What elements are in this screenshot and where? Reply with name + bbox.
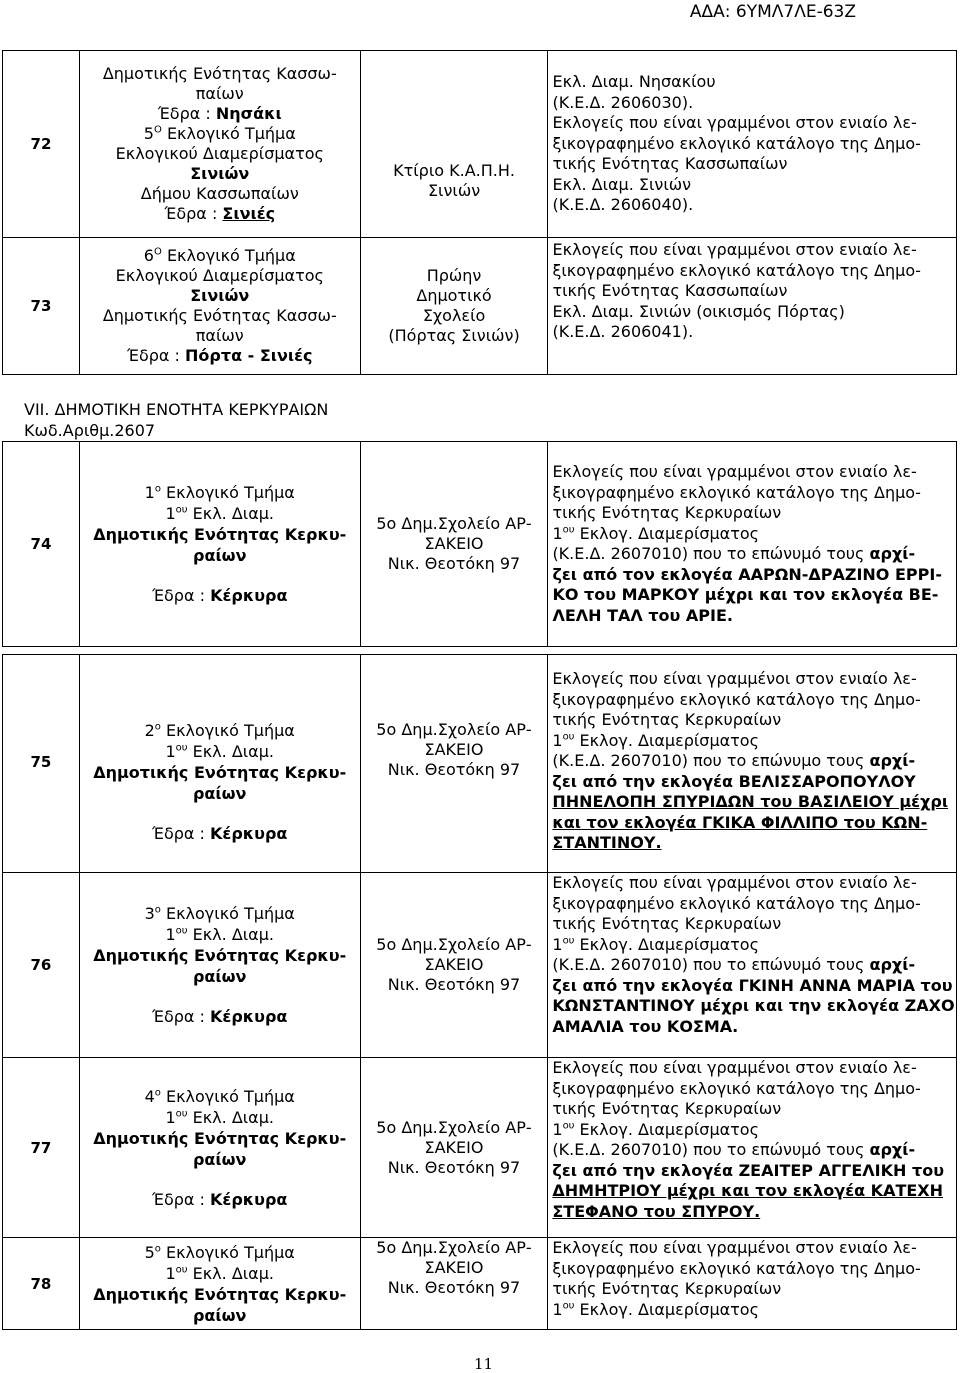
ordinal-sup: ου — [562, 1120, 575, 1132]
ordinal-sup: ου — [562, 524, 575, 536]
section-heading — [80, 482, 360, 503]
table-row — [3, 51, 957, 238]
district-number: 1 — [552, 1119, 563, 1139]
seat-line — [80, 585, 360, 606]
desc-line: Εκλογείς που είναι γραμμένοι στον ενιαίο λε- — [552, 1058, 917, 1077]
row-number: 77 — [3, 1058, 80, 1238]
desc-line — [552, 935, 956, 956]
table-row — [3, 1238, 957, 1330]
location-line: Νικ. Θεοτόκη 97 — [387, 554, 521, 573]
name-line: Εκλογικού Διαμερίσματος — [115, 266, 324, 285]
spacer — [80, 1170, 360, 1189]
row-number: 75 — [3, 655, 80, 873]
location — [360, 655, 548, 873]
code-text: (Κ.Ε.Δ. 2607010) που το επώνυμό τους — [552, 955, 870, 974]
name-line: ραίων — [192, 1305, 247, 1325]
section-heading-block — [24, 399, 328, 441]
name-line: Δημοτικής Ενότητας Κασσω- — [102, 64, 337, 83]
district-label: Εκλ. Διαμ. — [187, 925, 274, 944]
section-description — [79, 1238, 360, 1330]
section-description — [79, 655, 360, 873]
desc-line: ΛΕΛΗ ΤΑΛ του ΑΡΙΕ. — [552, 605, 733, 625]
section-number: 2 — [144, 721, 155, 740]
desc-line: ξικογραφημένο εκλογικό κατάλογο της Δημο- — [552, 1258, 921, 1278]
location-line: ΣΑΚΕΙΟ — [424, 955, 484, 974]
ordinal-sup: ου — [562, 935, 575, 947]
desc-line — [552, 955, 956, 976]
desc-line: (Κ.Ε.Δ. 2606040). — [552, 195, 694, 215]
ordinal-sup: ου — [175, 1108, 188, 1120]
location-line: ΣΑΚΕΙΟ — [424, 1258, 484, 1277]
spacer — [80, 566, 360, 585]
desc-line: τικής Ενότητας Κερκυραίων — [552, 710, 782, 729]
district-number: 1 — [552, 523, 563, 543]
seat-label: Έδρα : — [157, 104, 216, 123]
section-number: 4 — [144, 1086, 155, 1106]
seat-label: Έδρα : — [164, 204, 223, 223]
section-label: Εκλογικό Τμήμα — [160, 1242, 295, 1262]
district-label: Εκλογ. Διαμερίσματος — [574, 1299, 759, 1319]
district-line — [80, 924, 360, 945]
section-heading — [80, 124, 360, 144]
ordinal-sup: Ο — [153, 246, 162, 258]
seat-value: Σινιές — [222, 204, 276, 223]
seat-line — [80, 204, 360, 224]
desc-line: Εκλογείς που είναι γραμμένοι στον ενιαίο λε- — [552, 240, 917, 259]
desc-line: ζει από την εκλογέα ΖΕΑΙΤΕΡ ΑΓΓΕΛΙΚΗ του — [552, 1160, 944, 1180]
ordinal-sup: ου — [175, 742, 188, 754]
name-line: ραίων — [192, 784, 247, 803]
seat-line — [80, 346, 360, 366]
location-line: Κτίριο Κ.Α.Π.Η. — [393, 161, 515, 180]
name-line: ραίων — [193, 546, 247, 565]
desc-line: ξικογραφημένο εκλογικό κατάλογο της Δημο- — [552, 482, 921, 502]
desc-line: Εκλογείς που είναι γραμμένοι στον ενιαίο λε- — [552, 873, 917, 892]
desc-line: τικής Ενότητας Κασσωπαίων — [552, 154, 788, 174]
section-heading — [80, 1086, 360, 1107]
desc-line: Εκλογείς που είναι γραμμένοι στον ενιαίο λε- — [552, 462, 917, 481]
desc-line — [552, 1120, 956, 1141]
name-line: Δημοτικής Ενότητας Κασσω- — [102, 306, 337, 325]
row-number: 73 — [3, 238, 80, 375]
desc-line: Εκλογείς που είναι γραμμένοι στον ενιαίο λε- — [552, 1238, 917, 1257]
row-number: 76 — [3, 873, 80, 1058]
name-line: Σινιών — [190, 286, 250, 305]
ordinal-sup: ου — [175, 504, 188, 516]
desc-line: ζει από τον εκλογέα ΑΑΡΩΝ-ΔΡΑΖΙΝΟ ΕΡΡΙ- — [552, 564, 942, 584]
district-label: Εκλογ. Διαμερίσματος — [574, 730, 759, 750]
name-line: Δημοτικής Ενότητας Κερκυ- — [93, 763, 347, 782]
section-description — [79, 1058, 360, 1238]
section-label: Εκλογικό Τμήμα — [160, 721, 295, 740]
desc-line: ΠΗΝΕΛΟΠΗ ΣΠΥΡΙΔΩΝ του ΒΑΣΙΛΕΙΟΥ μέχρι — [552, 792, 949, 811]
section-number: 1 — [144, 483, 155, 502]
seat-line — [80, 1006, 360, 1027]
desc-line — [552, 1300, 956, 1321]
seat-value: Κέρκυρα — [210, 824, 288, 843]
desc-line: ΚΟ του ΜΑΡΚΟΥ μέχρι και τον εκλογέα ΒΕ- — [552, 585, 939, 604]
desc-line: Εκλογείς που είναι γραμμένοι στον ενιαίο λε- — [552, 113, 917, 133]
section-label: Εκλογικό Τμήμα — [160, 904, 295, 923]
seat-line — [80, 1189, 360, 1210]
code-text: (Κ.Ε.Δ. 2607010) που το επώνυμο τους — [552, 751, 870, 770]
bold-text: αρχί- — [869, 955, 916, 974]
seat-label: Έδρα : — [152, 586, 211, 605]
section-label: Εκλογικό Τμήμα — [160, 483, 295, 502]
desc-line: ξικογραφημένο εκλογικό κατάλογο της Δημο- — [552, 260, 921, 280]
section-number: 6 — [143, 246, 154, 265]
seat-line — [80, 823, 360, 844]
voter-description — [548, 238, 957, 375]
district-line — [80, 1107, 360, 1128]
desc-line: ΣΤΕΦΑΝΟ του ΣΠΥΡΟΥ. — [552, 1201, 761, 1221]
table-row — [3, 655, 957, 873]
section-description — [79, 442, 360, 647]
district-label: Εκλ. Διαμ. — [187, 742, 274, 761]
name-line: Δημοτικής Ενότητας Κερκυ- — [93, 1128, 347, 1148]
desc-line: Εκλογείς που είναι γραμμένοι στον ενιαίο λε- — [552, 669, 917, 688]
location-line: 5ο Δημ.Σχολείο ΑΡ- — [376, 514, 532, 533]
section-description — [79, 873, 360, 1058]
district-label: Εκλογ. Διαμερίσματος — [574, 934, 759, 954]
ordinal-sup: ο — [154, 1087, 161, 1099]
section-description — [79, 51, 360, 238]
district-label: Εκλ. Διαμ. — [187, 1107, 274, 1127]
table-row — [3, 1058, 957, 1238]
district-line — [80, 741, 360, 762]
bold-text: αρχί- — [869, 751, 916, 770]
location-line: 5ο Δημ.Σχολείο ΑΡ- — [376, 720, 532, 739]
seat-line — [80, 104, 360, 124]
district-line — [80, 1263, 360, 1284]
desc-line — [552, 731, 956, 752]
district-label: Εκλ. Διαμ. — [187, 1263, 274, 1283]
seat-value: Νησάκι — [215, 104, 282, 123]
desc-line: Εκλ. Διαμ. Νησακίου — [552, 72, 716, 92]
location-line: ΣΑΚΕΙΟ — [424, 534, 484, 553]
location-line: ΣΑΚΕΙΟ — [424, 740, 484, 759]
location-line: 5ο Δημ.Σχολείο ΑΡ- — [376, 935, 532, 954]
location-line: Νικ. Θεοτόκη 97 — [387, 1278, 521, 1297]
seat-value: Κέρκυρα — [210, 1189, 288, 1209]
district-label: Εκλογ. Διαμερίσματος — [574, 1119, 759, 1139]
location — [360, 873, 548, 1058]
seat-value: Κέρκυρα — [210, 1007, 288, 1026]
location-line: Πρώην — [426, 266, 482, 285]
section-heading — [80, 903, 360, 924]
desc-line: τικής Ενότητας Κασσωπαίων — [552, 281, 788, 300]
desc-line: ΚΩΝΣΤΑΝΤΙΝΟΥ μέχρι και την εκλογέα ΖΑΧΟ — [552, 996, 955, 1015]
district-number: 1 — [165, 742, 176, 761]
section-label: Εκλογικό Τμήμα — [161, 124, 296, 143]
desc-line — [552, 544, 956, 565]
ordinal-sup: ο — [154, 483, 161, 495]
location — [360, 1058, 548, 1238]
desc-line: ξικογραφημένο εκλογικό κατάλογο της Δημο- — [552, 893, 921, 913]
seat-label: Έδρα : — [152, 824, 211, 843]
name-line: παίων — [195, 84, 244, 103]
table-top — [2, 50, 957, 375]
location-line: Σχολείο — [422, 306, 486, 325]
voter-description — [548, 1058, 957, 1238]
location — [360, 51, 548, 238]
name-line: Δημοτικής Ενότητας Κερκυ- — [93, 1284, 347, 1304]
section-label: Εκλογικό Τμήμα — [160, 1086, 295, 1106]
section-code: Κωδ.Αριθμ.2607 — [24, 421, 156, 440]
row-number: 72 — [3, 51, 80, 238]
code-text: (Κ.Ε.Δ. 2607010) που το επώνυμό τους — [552, 544, 870, 563]
name-line: Εκλογικού Διαμερίσματος — [115, 144, 324, 163]
name-line: ραίων — [192, 1149, 247, 1169]
location — [360, 1238, 548, 1330]
ordinal-sup: ου — [175, 1264, 188, 1276]
desc-line: ξικογραφημένο εκλογικό κατάλογο της Δημο- — [552, 1078, 921, 1098]
table-bottom — [2, 654, 957, 1330]
desc-line: ΔΗΜΗΤΡΙΟΥ μέχρι και τον εκλογέα ΚΑΤΕΧΗ — [552, 1181, 944, 1200]
location-line: Δημοτικό — [416, 286, 492, 305]
section-number: 5 — [144, 1242, 155, 1262]
district-number: 1 — [552, 1299, 563, 1319]
desc-line: τικής Ενότητας Κερκυραίων — [552, 503, 782, 522]
desc-line — [552, 524, 956, 545]
location — [360, 238, 548, 375]
district-number: 1 — [165, 504, 176, 523]
section-label: Εκλογικό Τμήμα — [161, 246, 296, 265]
desc-line: ζει από την εκλογέα ΒΕΛΙΣΣΑΡΟΠΟΥΛΟΥ — [552, 771, 916, 791]
desc-line: ξικογραφημένο εκλογικό κατάλογο της Δημο- — [552, 133, 921, 153]
section-description — [79, 238, 360, 375]
name-line: Σινιών — [190, 164, 250, 183]
bold-text: αρχί- — [869, 544, 916, 563]
spacer — [80, 987, 360, 1006]
desc-line: τικής Ενότητας Κερκυραίων — [552, 1279, 782, 1298]
location — [360, 442, 548, 647]
desc-line — [552, 1140, 956, 1161]
seat-label: Έδρα : — [152, 1007, 211, 1026]
desc-line: (Κ.Ε.Δ. 2606030). — [552, 92, 694, 112]
desc-line: Εκλ. Διαμ. Σινιών — [552, 174, 692, 194]
location-line: Νικ. Θεοτόκη 97 — [387, 760, 521, 779]
location-line: Σινιών — [427, 181, 481, 200]
name-line: ραίων — [192, 967, 247, 986]
seat-label: Έδρα : — [127, 346, 186, 365]
location-line: 5ο Δημ.Σχολείο ΑΡ- — [376, 1117, 532, 1137]
desc-line: τικής Ενότητας Κερκυραίων — [552, 1099, 782, 1118]
district-number: 1 — [165, 1107, 176, 1127]
row-number: 74 — [3, 442, 80, 647]
district-number: 1 — [165, 1263, 176, 1283]
table-74 — [2, 441, 957, 647]
desc-line: ζει από την εκλογέα ΓΚΙΝΗ ΑΝΝΑ ΜΑΡΙΑ του — [552, 975, 953, 995]
section-heading — [80, 720, 360, 741]
section-number: 3 — [144, 904, 155, 923]
district-label: Εκλ. Διαμ. — [187, 504, 275, 523]
seat-value: Πόρτα - Σινιές — [185, 346, 313, 365]
name-line: Δήμου Κασσωπαίων — [140, 184, 299, 203]
section-heading — [80, 1242, 360, 1263]
section-number: 5 — [143, 124, 154, 143]
table-row — [3, 873, 957, 1058]
desc-line: ΑΜΑΛΙΑ του ΚΟΣΜΑ. — [552, 1016, 739, 1036]
seat-value: Κέρκυρα — [210, 586, 288, 605]
page-number: 11 — [474, 1355, 494, 1373]
desc-line: τικής Ενότητας Κερκυραίων — [552, 914, 782, 933]
desc-line: ξικογραφημένο εκλογικό κατάλογο της Δημο- — [552, 689, 921, 709]
desc-line: ΣΤΑΝΤΙΝΟΥ. — [552, 833, 662, 852]
location-line: Νικ. Θεοτόκη 97 — [387, 1157, 521, 1177]
code-text: (Κ.Ε.Δ. 2607010) που το επώνυμό τους — [552, 1140, 870, 1159]
row-number: 78 — [3, 1238, 80, 1330]
name-line: παίων — [195, 326, 244, 345]
district-number: 1 — [552, 934, 563, 954]
voter-description — [548, 873, 957, 1058]
voter-description — [548, 655, 957, 873]
desc-line: και τον εκλογέα ΓΚΙΚΑ ΦΙΛΛΙΠΟ του ΚΩΝ- — [552, 812, 928, 832]
district-number: 1 — [165, 925, 176, 944]
voter-description — [548, 1238, 957, 1330]
voter-description — [548, 51, 957, 238]
bold-text: αρχί- — [869, 1140, 916, 1159]
voter-description — [548, 442, 957, 647]
section-title: VII. ΔΗΜΟΤΙΚΗ ΕΝΟΤΗΤΑ ΚΕΡΚΥΡΑΙΩΝ — [24, 400, 329, 419]
location-line: Νικ. Θεοτόκη 97 — [387, 975, 521, 994]
desc-line: Εκλ. Διαμ. Σινιών (οικισμός Πόρτας) — [552, 301, 845, 321]
section-heading — [80, 246, 360, 266]
ordinal-sup: ο — [154, 1243, 161, 1255]
name-line: Δημοτικής Ενότητας Κερκυ- — [93, 525, 347, 544]
seat-label: Έδρα : — [152, 1189, 211, 1209]
district-number: 1 — [552, 730, 563, 750]
ordinal-sup: ου — [562, 1300, 575, 1312]
desc-line — [552, 751, 956, 772]
ada-code: ΑΔΑ: 6ΥΜΛ7ΛΕ-63Ζ — [689, 2, 856, 22]
location-line: (Πόρτας Σινιών) — [388, 326, 520, 345]
ordinal-sup: ου — [562, 731, 575, 743]
location-line: 5ο Δημ.Σχολείο ΑΡ- — [376, 1238, 532, 1257]
ordinal-sup: ο — [154, 721, 161, 733]
desc-line: (Κ.Ε.Δ. 2606041). — [552, 322, 694, 341]
name-line: Δημοτικής Ενότητας Κερκυ- — [93, 946, 347, 965]
location-line: ΣΑΚΕΙΟ — [424, 1137, 484, 1157]
spacer — [80, 804, 360, 823]
district-label: Εκλογ. Διαμερίσματος — [574, 523, 760, 543]
ordinal-sup: ο — [154, 904, 161, 916]
ordinal-sup: Ο — [153, 124, 162, 136]
table-row — [3, 238, 957, 375]
district-line — [80, 503, 360, 524]
ordinal-sup: ου — [175, 925, 188, 937]
table-row — [3, 442, 957, 647]
